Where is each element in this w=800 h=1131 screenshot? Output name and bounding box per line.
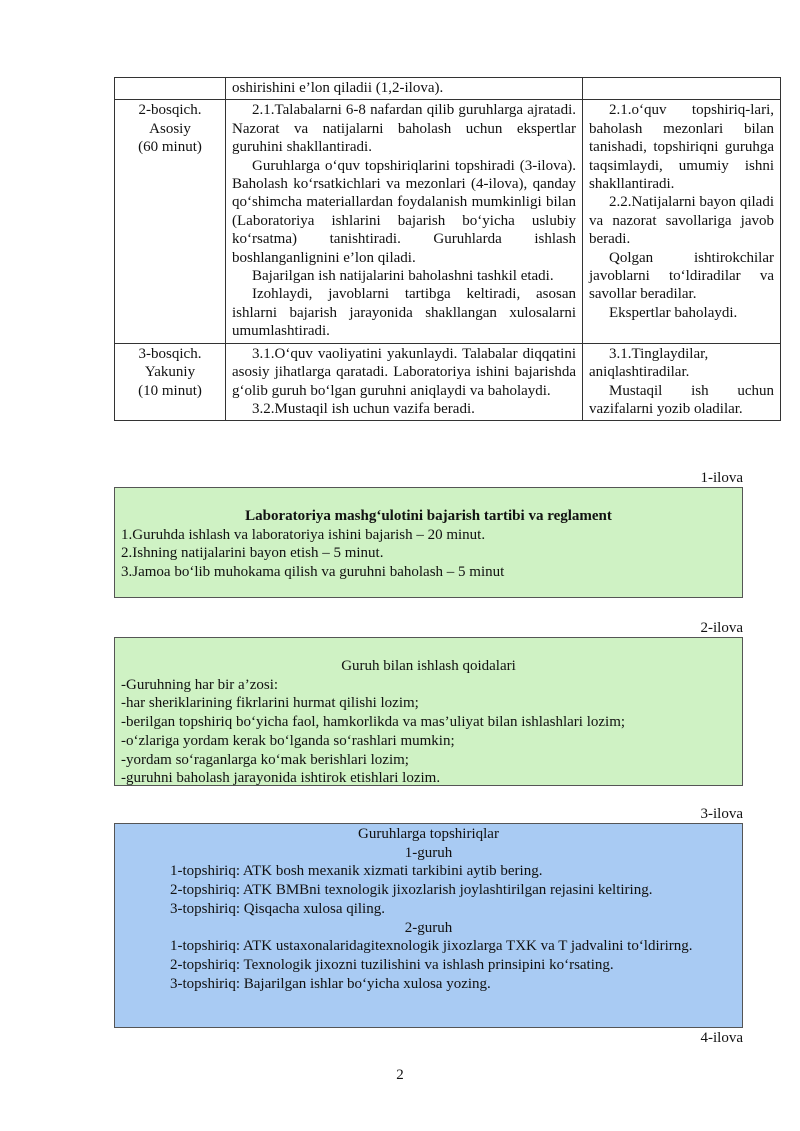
teacher-paragraph: 3.2.Mustaqil ish uchun vazifa beradi. (252, 400, 475, 417)
appendix-2-title: Guruh bilan ishlash qoidalari (341, 658, 516, 674)
student-paragraph: Qolgan ishtirokchilar javoblarni to‘ldiradilar va savollar beradilar. (589, 249, 774, 303)
teacher-paragraph: 2.1.Talabalarni 6-8 nafardan qilib guruhlarga ajratadi. Nazorat va natijalarni baholash uchun ekspertlar guruhini shakllantiradi. (232, 102, 576, 156)
appendix-3-box (114, 823, 743, 1028)
teacher-paragraph: Guruhlarga o‘quv topshiriqlarini topshiradi (3-ilova). Baholash ko‘rsatkichlari va mezonlari (4-ilova), qanday qo‘shimcha materiallardan foydalanish mumkinligi bilan (Laboratoriya ishlarini bajarish bo‘yicha uslubiy ko‘rsatma) tanishtiradi. Guruhlarda ishlash boshlanganlignini e’lon qiladi. (232, 157, 576, 266)
student-paragraph: 3.1.Tinglaydilar, aniqlashtiradilar. (589, 345, 709, 381)
lesson-plan-table (114, 77, 781, 421)
student-cell (583, 100, 781, 343)
appendix-2-box (114, 637, 743, 786)
teacher-text: oshirishini e’lon qiladii (1,2-ilova). (232, 80, 444, 96)
appendix-3-label: 3-ilova (700, 806, 743, 822)
stage-name: 2-bosqich. (138, 102, 202, 119)
appendix-1-line: 3.Jamoa bo‘lib muhokama qilish va guruhni baholash – 5 minut (121, 564, 505, 581)
group-1-heading: 1-guruh (404, 844, 453, 861)
appendix-2-line: -berilgan topshiriq bo‘yicha faol, hamkorlikda va mas’uliyat bilan ishlashlari lozim; (121, 714, 626, 731)
table-row (115, 343, 781, 421)
teacher-cell (226, 343, 583, 421)
group-2-task: 2-topshiriq: Texnologik jixozni tuzilishini va ishlash prinsipini ko‘rsating. (170, 956, 614, 973)
teacher-paragraph: 3.1.O‘quv vaoliyatini yakunlaydi. Talabalar diqqatini asosiy jihatlarga qaratadi. Laboratoriya ishini bajarishda g‘olib guruh bo‘lgan guruhni aniqlaydi va baholaydi. (232, 345, 576, 399)
appendix-1-title: Laboratoriya mashg‘ulotini bajarish tartibi va reglament (245, 508, 612, 524)
appendix-2-label: 2-ilova (700, 620, 743, 636)
page-number: 2 (396, 1067, 404, 1083)
group-2-task: 3-topshiriq: Bajarilgan ishlar bo‘yicha xulosa yozing. (170, 975, 491, 992)
teacher-paragraph: Izohlaydi, javoblarni tartibga keltiradi, asosan ishlarni bajarish jarayonida shakllangan xulosalarni umumlashtiradi. (232, 286, 576, 340)
appendix-1-box (114, 487, 743, 598)
stage-cell (115, 343, 226, 421)
group-1-task: 3-topshiriq: Qisqacha xulosa qiling. (170, 900, 385, 917)
appendix-2-line: -yordam so‘raganlarga ko‘mak berishlari lozim; (121, 751, 409, 768)
student-paragraph: Mustaqil ish uchun vazifalarni yozib oladilar. (589, 382, 774, 417)
appendix-1-line: 2.Ishning natijalarini bayon etish – 5 minut. (121, 545, 384, 562)
student-paragraph: 2.1.o‘quv topshiriq-lari, baholash mezonlari bilan tanishadi, topshiriqni guruhga taqsimlaydi, umumiy ishni shakllantiradi. (589, 102, 774, 193)
appendix-4-label: 4-ilova (700, 1030, 743, 1046)
student-cell (583, 78, 781, 100)
table-row (115, 100, 781, 343)
group-2-task: 1-topshiriq: ATK ustaxonalaridagitexnologik jixozlarga TXK va T jadvalini to‘ldirirng. (170, 938, 693, 955)
student-paragraph: Ekspertlar baholaydi. (609, 304, 738, 321)
teacher-cell (226, 100, 583, 343)
group-2-heading: 2-guruh (404, 919, 453, 936)
appendix-1-label: 1-ilova (700, 470, 743, 486)
appendix-2-line: -Guruhning har bir a’zosi: (121, 676, 279, 693)
student-cell (583, 343, 781, 421)
group-1-task: 1-topshiriq: ATK bosh mexanik xizmati tarkibini aytib bering. (170, 863, 543, 880)
stage-cell (115, 78, 226, 100)
teacher-paragraph: Bajarilgan ish natijalarini baholashni tashkil etadi. (252, 268, 554, 285)
table-row (115, 78, 781, 100)
stage-type: Asosiy (149, 120, 191, 137)
teacher-cell (226, 78, 583, 100)
stage-type: Yakuniy (144, 364, 196, 381)
student-paragraph: 2.2.Natijalarni bayon qiladi va nazorat savollariga javob beradi. (589, 194, 774, 248)
appendix-2-line: -har sheriklarining fikrlarini hurmat qilishi lozim; (121, 695, 419, 712)
group-1-task: 2-topshiriq: ATK BMBni texnologik jixozlarish joylashtirilgan rejasini keltiring. (170, 882, 653, 899)
stage-name: 3-bosqich. (138, 345, 202, 362)
stage-duration: (60 minut) (138, 139, 202, 156)
stage-duration: (10 minut) (138, 382, 202, 399)
appendix-2-line: -o‘zlariga yordam kerak bo‘lganda so‘rashlari mumkin; (121, 732, 455, 749)
stage-cell (115, 100, 226, 343)
appendix-3-title: Guruhlarga topshiriqlar (358, 826, 499, 842)
appendix-2-line: -guruhni baholash jarayonida ishtirok etishlari lozim. (121, 770, 441, 787)
appendix-1-line: 1.Guruhda ishlash va laboratoriya ishini bajarish – 20 minut. (121, 526, 486, 543)
